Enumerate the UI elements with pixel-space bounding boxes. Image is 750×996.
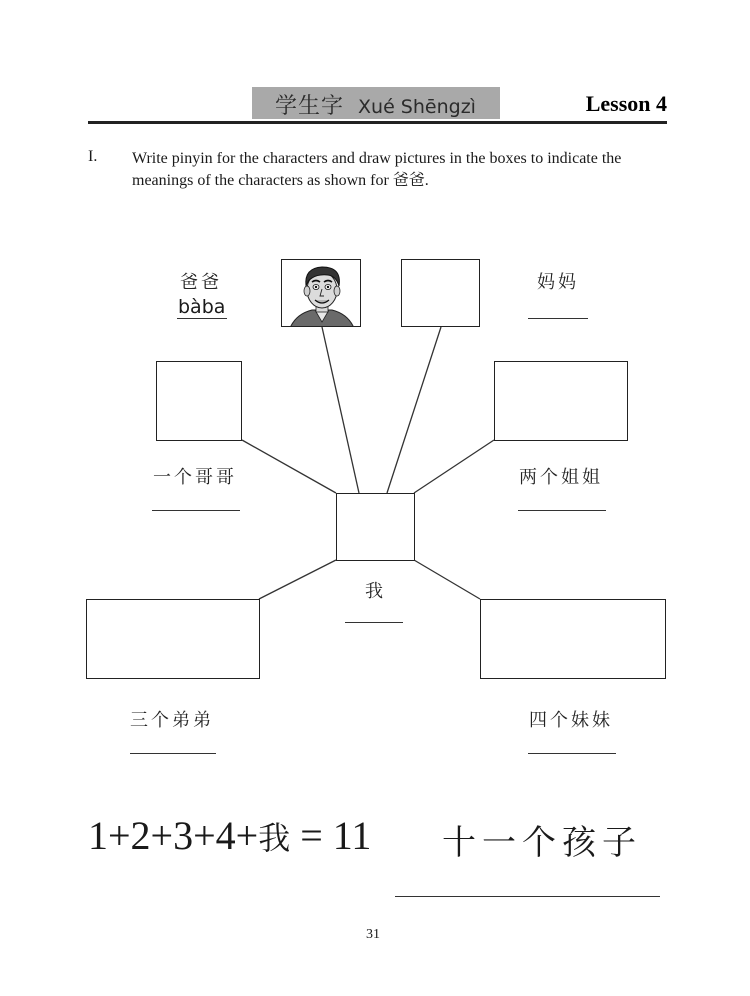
- father-face-icon: [282, 260, 361, 327]
- baba-underline: [177, 318, 227, 319]
- baba-characters: 爸爸: [180, 272, 222, 293]
- header-title: [275, 89, 476, 120]
- header-rule: [88, 121, 667, 124]
- father-picture-box: [281, 259, 361, 327]
- mama-characters: 妈妈: [537, 272, 579, 293]
- jiejie-characters: 两个姐姐: [519, 467, 603, 488]
- equation-left: 1+2+3+4+: [88, 813, 259, 858]
- mama-pinyin-blank[interactable]: [528, 318, 588, 319]
- title-pinyin: Xué Shēngzì: [358, 96, 476, 118]
- result-label: 十一个孩子: [442, 823, 642, 863]
- gege-pinyin-blank[interactable]: [152, 510, 240, 511]
- didi-pinyin-blank[interactable]: [130, 753, 216, 754]
- wo-picture-box[interactable]: [336, 493, 415, 561]
- meimei-characters: 四个妹妹: [529, 710, 613, 731]
- gege-characters: 一个哥哥: [153, 467, 237, 488]
- result-pinyin-blank[interactable]: [395, 896, 660, 897]
- lesson-label: Lesson 4: [585, 91, 667, 116]
- page-number: 31: [366, 927, 380, 942]
- instruction-number: I.: [88, 148, 98, 165]
- equation-right: = 11: [290, 813, 372, 858]
- jiejie-pinyin-blank[interactable]: [518, 510, 606, 511]
- equation-wo: 我: [258, 819, 291, 857]
- baba-pinyin: bàba: [178, 296, 226, 318]
- wo-pinyin-blank[interactable]: [345, 622, 403, 623]
- meimei-pinyin-blank[interactable]: [528, 753, 616, 754]
- mama-picture-box[interactable]: [401, 259, 480, 327]
- equation: [88, 812, 371, 859]
- instruction-text: Write pinyin for the characters and draw pictures in the boxes to indicate the meanings of the characters as shown for 爸爸.: [132, 150, 622, 189]
- didi-characters: 三个弟弟: [130, 710, 214, 731]
- wo-characters: 我: [365, 581, 386, 602]
- title-chinese: 学生字: [275, 94, 345, 119]
- jiejie-picture-box[interactable]: [494, 361, 628, 441]
- gege-picture-box[interactable]: [156, 361, 242, 441]
- didi-picture-box[interactable]: [86, 599, 260, 679]
- meimei-picture-box[interactable]: [480, 599, 666, 679]
